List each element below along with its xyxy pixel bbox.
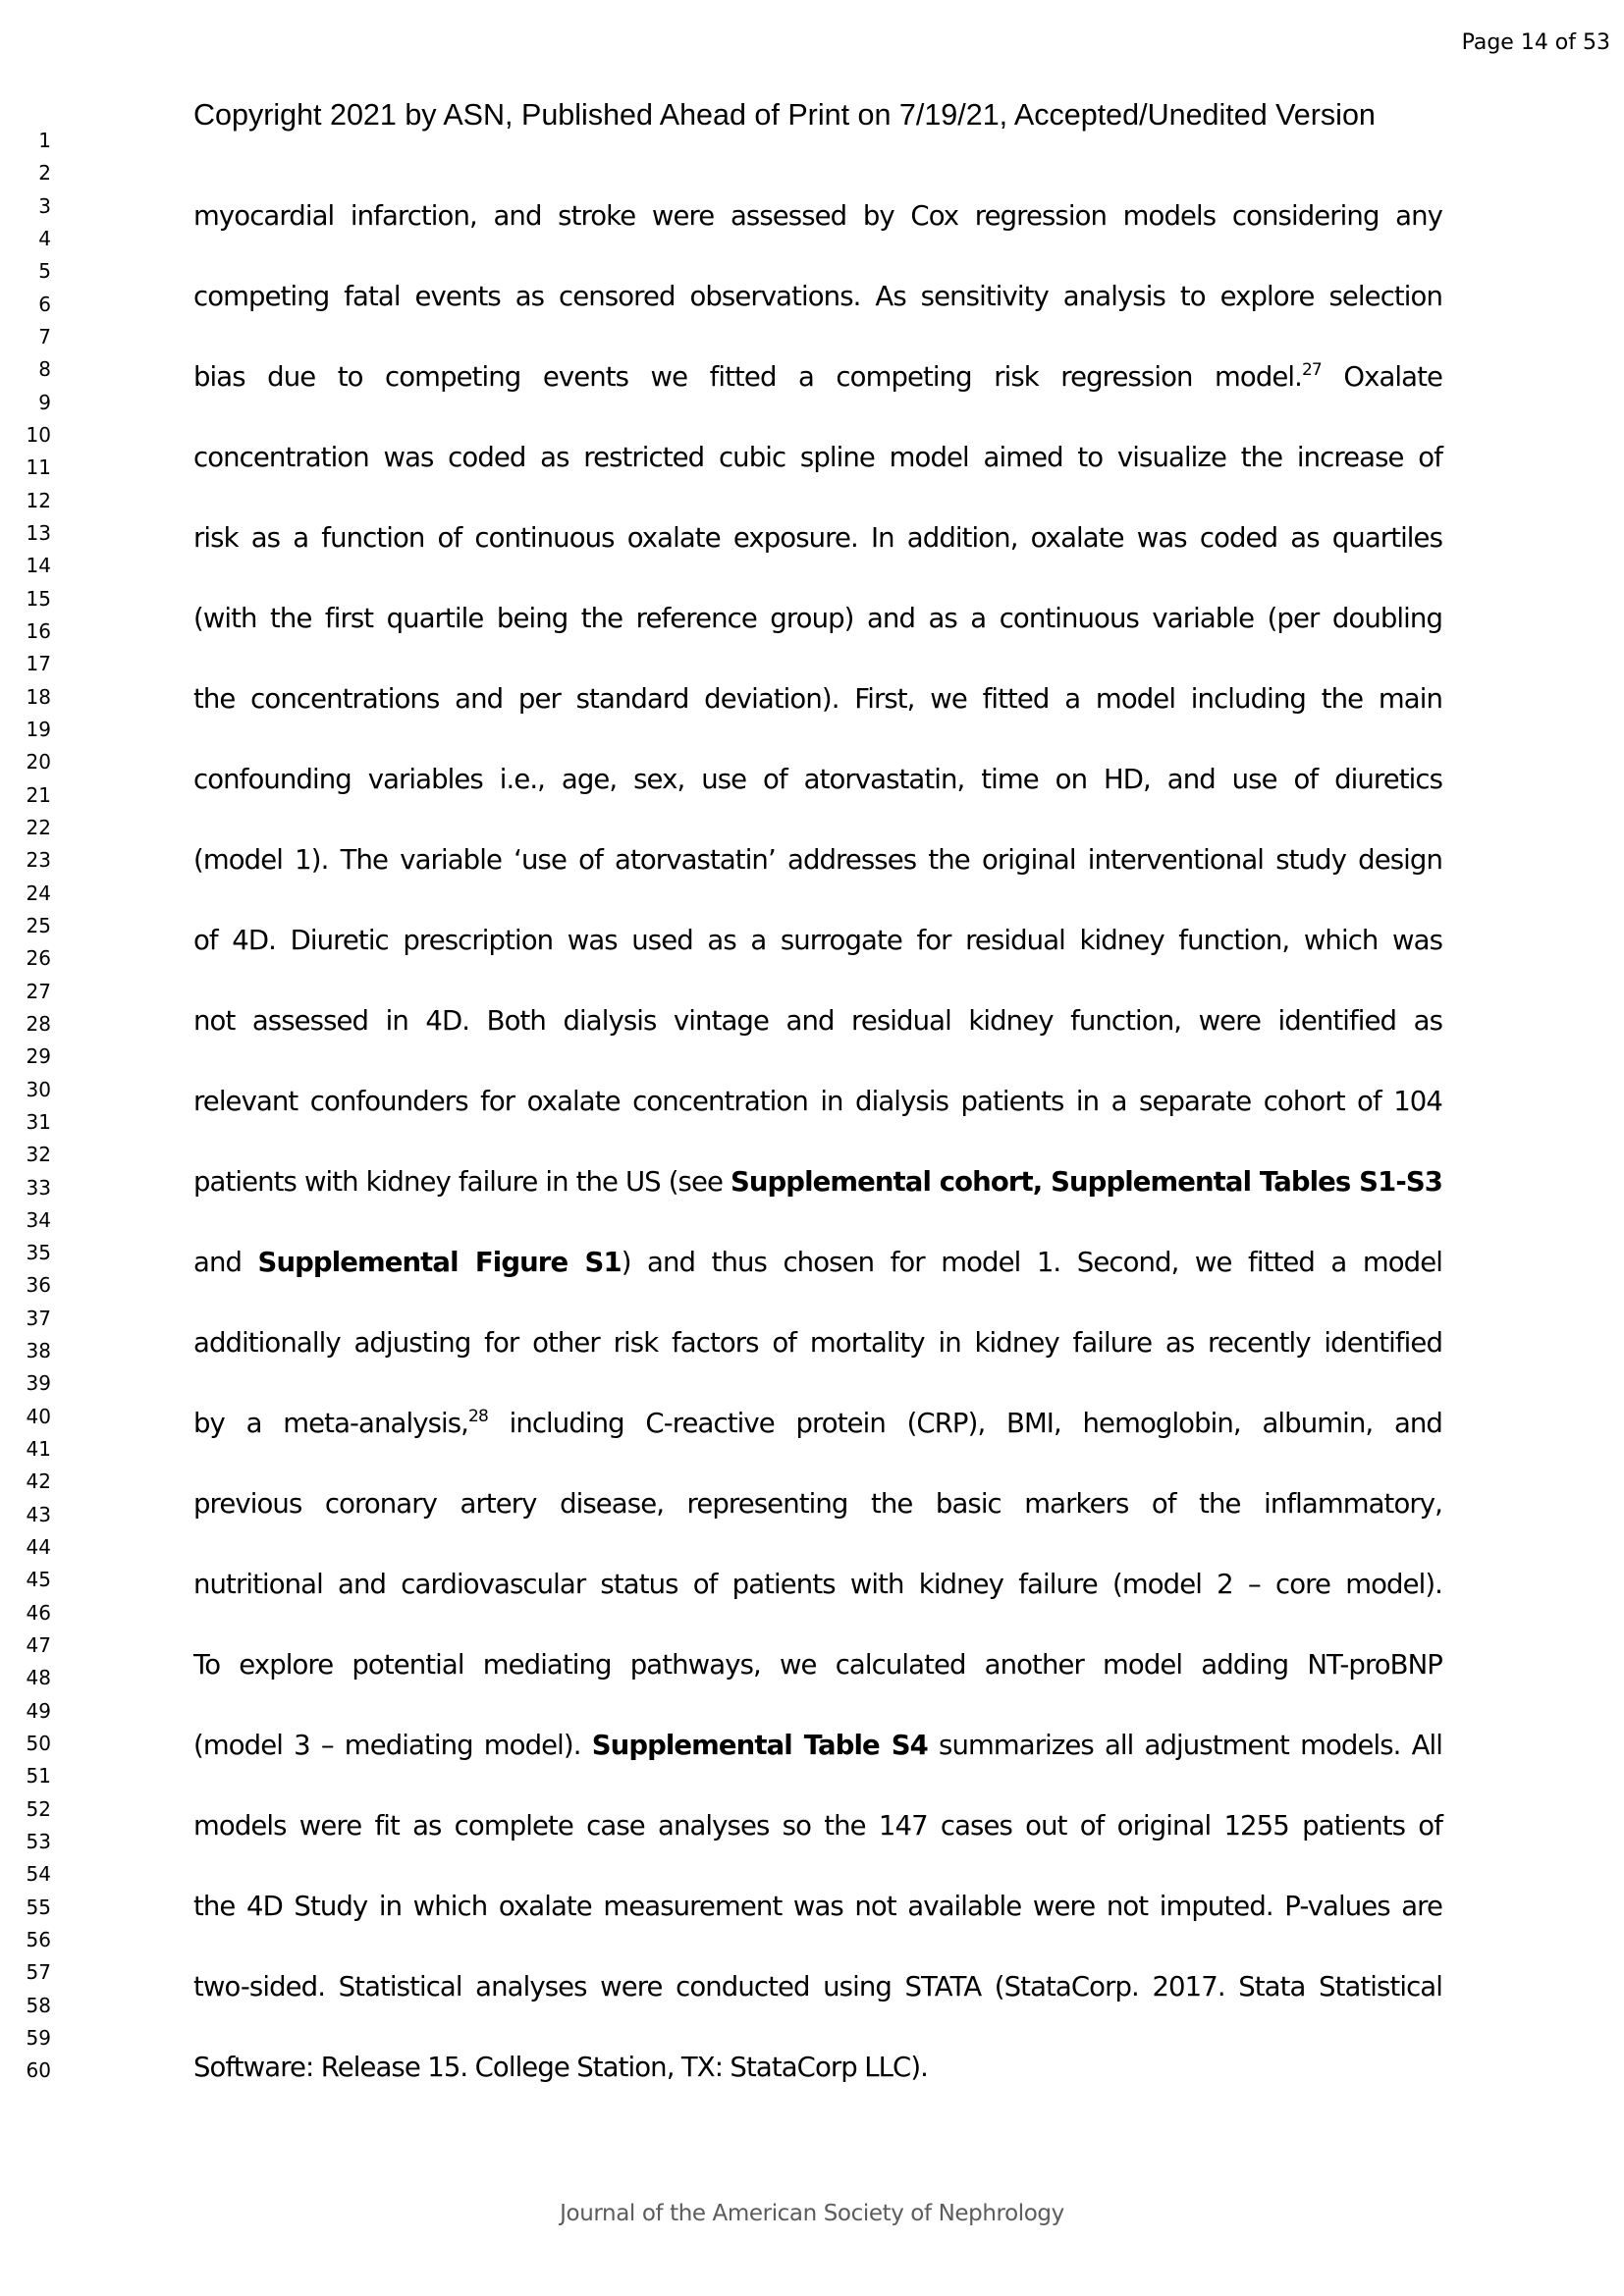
- copyright-notice: Copyright 2021 by ASN, Published Ahead of Print on 7/19/21, Accepted/Unedited Version: [193, 98, 1376, 132]
- bold-reference: Supplemental Figure S1: [257, 1247, 622, 1278]
- text-run: concentration was coded as restricted cubic spline model aimed to visualize the increase of: [193, 442, 1442, 473]
- text-line: [193, 672, 1442, 753]
- line-number: 20: [26, 750, 51, 774]
- text-line: [193, 1558, 1442, 1638]
- citation-superscript: 27: [1302, 360, 1322, 380]
- text-line: [193, 753, 1442, 833]
- line-number: 32: [26, 1143, 51, 1167]
- text-line: [193, 1236, 1442, 1316]
- bold-reference: Supplemental cohort, Supplemental Tables S1-S3: [730, 1166, 1442, 1198]
- text-line: [193, 1397, 1442, 1477]
- line-number: 6: [38, 292, 51, 316]
- text-run: (with the first quartile being the reference group) and as a continuous variable (per doubling: [193, 603, 1442, 634]
- bold-reference: Supplemental Table S4: [591, 1730, 928, 1761]
- line-number: 35: [26, 1241, 51, 1265]
- line-number: 13: [26, 520, 51, 545]
- line-number: 41: [26, 1437, 51, 1462]
- text-run: ) and thus chosen for model 1. Second, we fitted a model: [621, 1247, 1442, 1278]
- text-run: (model 3 – mediating model).: [193, 1730, 592, 1761]
- line-number: 39: [26, 1371, 51, 1396]
- line-number: 36: [26, 1273, 51, 1298]
- line-number: 50: [26, 1732, 51, 1756]
- line-number: 19: [26, 717, 51, 741]
- line-number: 15: [26, 586, 51, 611]
- line-number: 27: [26, 979, 51, 1003]
- line-number: 14: [26, 554, 51, 578]
- text-line: [193, 833, 1442, 914]
- line-number: 18: [26, 684, 51, 709]
- line-number: 59: [26, 2026, 51, 2051]
- line-number: 1: [38, 129, 51, 152]
- text-run: including C-reactive protein (CRP), BMI, hemoglobin, albumin, and: [487, 1408, 1442, 1439]
- text-run: bias due to competing events we fitted a competing risk regression model.: [193, 361, 1302, 393]
- line-number: 53: [26, 1830, 51, 1854]
- text-line: [193, 2041, 1442, 2121]
- line-number: 7: [38, 324, 51, 348]
- line-number: 58: [26, 1993, 51, 2017]
- text-line: [193, 994, 1442, 1075]
- text-line: [193, 1477, 1442, 1558]
- line-number: 33: [26, 1175, 51, 1200]
- line-number: 55: [26, 1895, 51, 1919]
- line-number: 8: [38, 357, 51, 382]
- line-number: 4: [38, 226, 51, 250]
- text-run: relevant confounders for oxalate concentration in dialysis patients in a separate cohort of 104: [193, 1086, 1442, 1117]
- line-number: 47: [26, 1633, 51, 1658]
- line-number: 22: [26, 815, 51, 839]
- line-number: 34: [26, 1207, 51, 1232]
- text-run: (model 1). The variable ‘use of atorvastatin’ addresses the original interventional study design: [193, 844, 1442, 876]
- text-run: additionally adjusting for other risk factors of mortality in kidney failure as recently identified: [193, 1327, 1442, 1359]
- line-number: 10: [26, 422, 51, 447]
- line-number: 54: [26, 1862, 51, 1887]
- text-run: To explore potential mediating pathways, we calculated another model adding NT-proBNP: [193, 1649, 1442, 1681]
- line-number: 60: [26, 2058, 51, 2083]
- line-number: 48: [26, 1666, 51, 1690]
- text-run: the concentrations and per standard deviation). First, we fitted a model including the main: [193, 683, 1442, 715]
- text-run: nutritional and cardiovascular status of patients with kidney failure (model 2 – core model).: [193, 1569, 1442, 1600]
- line-number: 21: [26, 782, 51, 807]
- text-run: by a meta-analysis,: [193, 1408, 469, 1439]
- text-line: [193, 592, 1442, 672]
- text-run: models were fit as complete case analyses so the 147 cases out of original 1255 patients of: [193, 1810, 1442, 1842]
- text-run: summarizes all adjustment models. All: [927, 1730, 1442, 1761]
- text-run: Software: Release 15. College Station, TX: StataCorp LLC).: [193, 2052, 929, 2083]
- line-number: 57: [26, 1960, 51, 1985]
- line-number: 31: [26, 1109, 51, 1134]
- line-number: 43: [26, 1502, 51, 1526]
- line-number: 12: [26, 488, 51, 512]
- line-number: 11: [26, 455, 51, 480]
- text-line: [193, 1638, 1442, 1719]
- text-run: of 4D. Diuretic prescription was used as a surrogate for residual kidney function, which was: [193, 925, 1442, 956]
- text-line: [193, 1316, 1442, 1397]
- text-line: [193, 189, 1442, 270]
- text-line: [193, 511, 1442, 592]
- line-number: 9: [38, 390, 51, 414]
- text-run: previous coronary artery disease, representing the basic markers of the inflammatory,: [193, 1488, 1442, 1520]
- line-number: 17: [26, 652, 51, 676]
- line-number: 49: [26, 1698, 51, 1723]
- text-run: and: [193, 1247, 258, 1278]
- line-number: 46: [26, 1600, 51, 1625]
- line-number: 45: [26, 1568, 51, 1592]
- body-paragraph: [193, 189, 1442, 2121]
- line-number: 3: [38, 193, 51, 218]
- text-line: [193, 1719, 1442, 1799]
- line-number: 26: [26, 946, 51, 971]
- line-number: 56: [26, 1928, 51, 1952]
- text-line: [193, 1880, 1442, 1960]
- text-line: [193, 1155, 1442, 1236]
- line-number: 28: [26, 1011, 51, 1036]
- text-line: [193, 431, 1442, 511]
- journal-footer: Journal of the American Society of Nephrology: [560, 2201, 1064, 2226]
- line-number-gutter: [0, 126, 51, 2089]
- citation-superscript: 28: [468, 1407, 488, 1426]
- text-run: the 4D Study in which oxalate measurement was not available were not imputed. P-values are: [193, 1891, 1442, 1922]
- text-run: not assessed in 4D. Both dialysis vintage and residual kidney function, were identified as: [193, 1005, 1442, 1037]
- line-number: 51: [26, 1764, 51, 1789]
- text-run: patients with kidney failure in the US (see: [193, 1166, 731, 1198]
- text-run: risk as a function of continuous oxalate exposure. In addition, oxalate was coded as quartiles: [193, 522, 1442, 554]
- line-number: 40: [26, 1404, 51, 1428]
- line-number: 5: [38, 259, 51, 284]
- line-number: 2: [38, 161, 51, 186]
- line-number: 44: [26, 1535, 51, 1560]
- line-number: 29: [26, 1044, 51, 1069]
- text-run: competing fatal events as censored observations. As sensitivity analysis to explore selection: [193, 281, 1442, 312]
- text-run: Oxalate: [1321, 361, 1442, 393]
- line-number: 42: [26, 1469, 51, 1494]
- text-line: [193, 914, 1442, 994]
- text-line: [193, 1075, 1442, 1155]
- text-run: confounding variables i.e., age, sex, use of atorvastatin, time on HD, and use of diuretics: [193, 764, 1442, 795]
- line-number: 52: [26, 1796, 51, 1821]
- page-number-label: Page 14 of 53: [1461, 30, 1610, 55]
- line-number: 16: [26, 618, 51, 643]
- text-run: myocardial infarction, and stroke were assessed by Cox regression models considering any: [193, 200, 1442, 232]
- line-number: 30: [26, 1077, 51, 1101]
- line-number: 37: [26, 1306, 51, 1330]
- text-line: [193, 350, 1442, 431]
- text-line: [193, 1799, 1442, 1880]
- text-run: two-sided. Statistical analyses were conducted using STATA (StataCorp. 2017. Stata Statistical: [193, 1971, 1442, 2002]
- line-number: 38: [26, 1339, 51, 1363]
- line-number: 23: [26, 848, 51, 873]
- text-line: [193, 1960, 1442, 2041]
- text-line: [193, 270, 1442, 350]
- line-number: 25: [26, 913, 51, 937]
- line-number: 24: [26, 881, 51, 905]
